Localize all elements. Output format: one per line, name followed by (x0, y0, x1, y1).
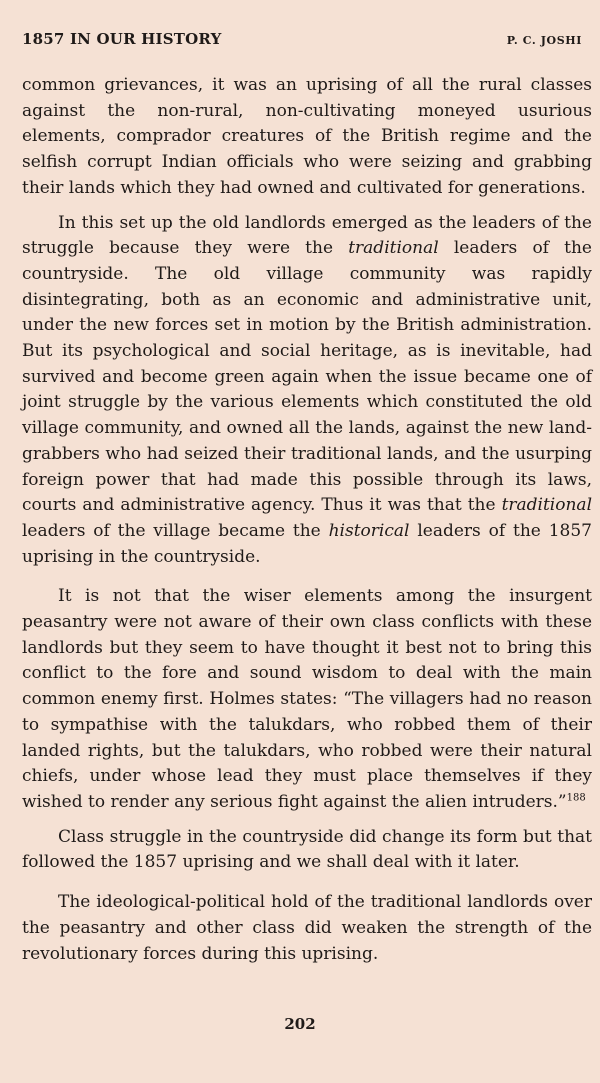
paragraph-3 (22, 584, 592, 815)
page-number: 202 (284, 1015, 316, 1033)
paragraph-4: Class struggle in the countryside did change its form but that followed the 1857 uprising and we shall deal with it later. (22, 826, 592, 873)
paragraph-2-italic-1: traditional (348, 238, 439, 259)
paragraph-2-text-1: In this set up the old landlords emerged as the leaders of the struggle because they were the (22, 212, 592, 259)
paragraph-2-italic-3: historical (328, 520, 410, 541)
book-title: 1857 IN OUR HISTORY (22, 30, 222, 48)
footnote-marker: 188 (566, 792, 586, 804)
paragraph-2-italic-2: traditional (501, 495, 592, 516)
author-name: P. C. JOSHI (506, 34, 582, 47)
page-body (22, 73, 592, 967)
paragraph-2-text-2: leaders of the countryside. The old village community was rapidly disintegrating, both as an economic and administrative unit, under the new forces set in motion by the British administration. But its psychological and social heritage, as is inevitable, had survived and become green again when the issue became one of joint struggle by the various elements which constituted the old village community, and owned all the lands, against the new land-grabbers who had seized their traditional lands, and the usurping foreign power that had made this possible through its laws, courts and administrative agency. Thus it was that the (22, 238, 592, 516)
paragraph-5: The ideological-political hold of the traditional landlords over the peasantry and other class did weaken the strength of the revolutionary forces during this uprising. (22, 892, 592, 964)
paragraph-1: common grievances, it was an uprising of all the rural classes against the non-rural, non-cultivating moneyed usurious elements, comprador creatures of the British regime and the selfish corrupt Indian officials who were seizing and grabbing their lands which they had owned and cultivated for generations. (22, 75, 592, 198)
paragraph-2-text-4: leaders of the 1857 uprising in the countryside. (22, 520, 592, 567)
paragraph-3-text: It is not that the wiser elements among the insurgent peasantry were not aware of their own class conflicts with these landlords but they seem to have thought it best not to bring this conflict to the fore and sound wisdom to deal with the main common enemy first. Holmes states: “The villagers had no reason to sympathise with the talukdars, who robbed them of their landed rights, but the talukdars, who robbed were their natural chiefs, under whose lead they must place themselves if they wished to render any serious fight against the alien intruders.” (22, 586, 592, 812)
running-header (22, 30, 582, 54)
paragraph-2-text-3: leaders of the village became the (22, 520, 329, 541)
paragraph-2 (22, 211, 592, 571)
